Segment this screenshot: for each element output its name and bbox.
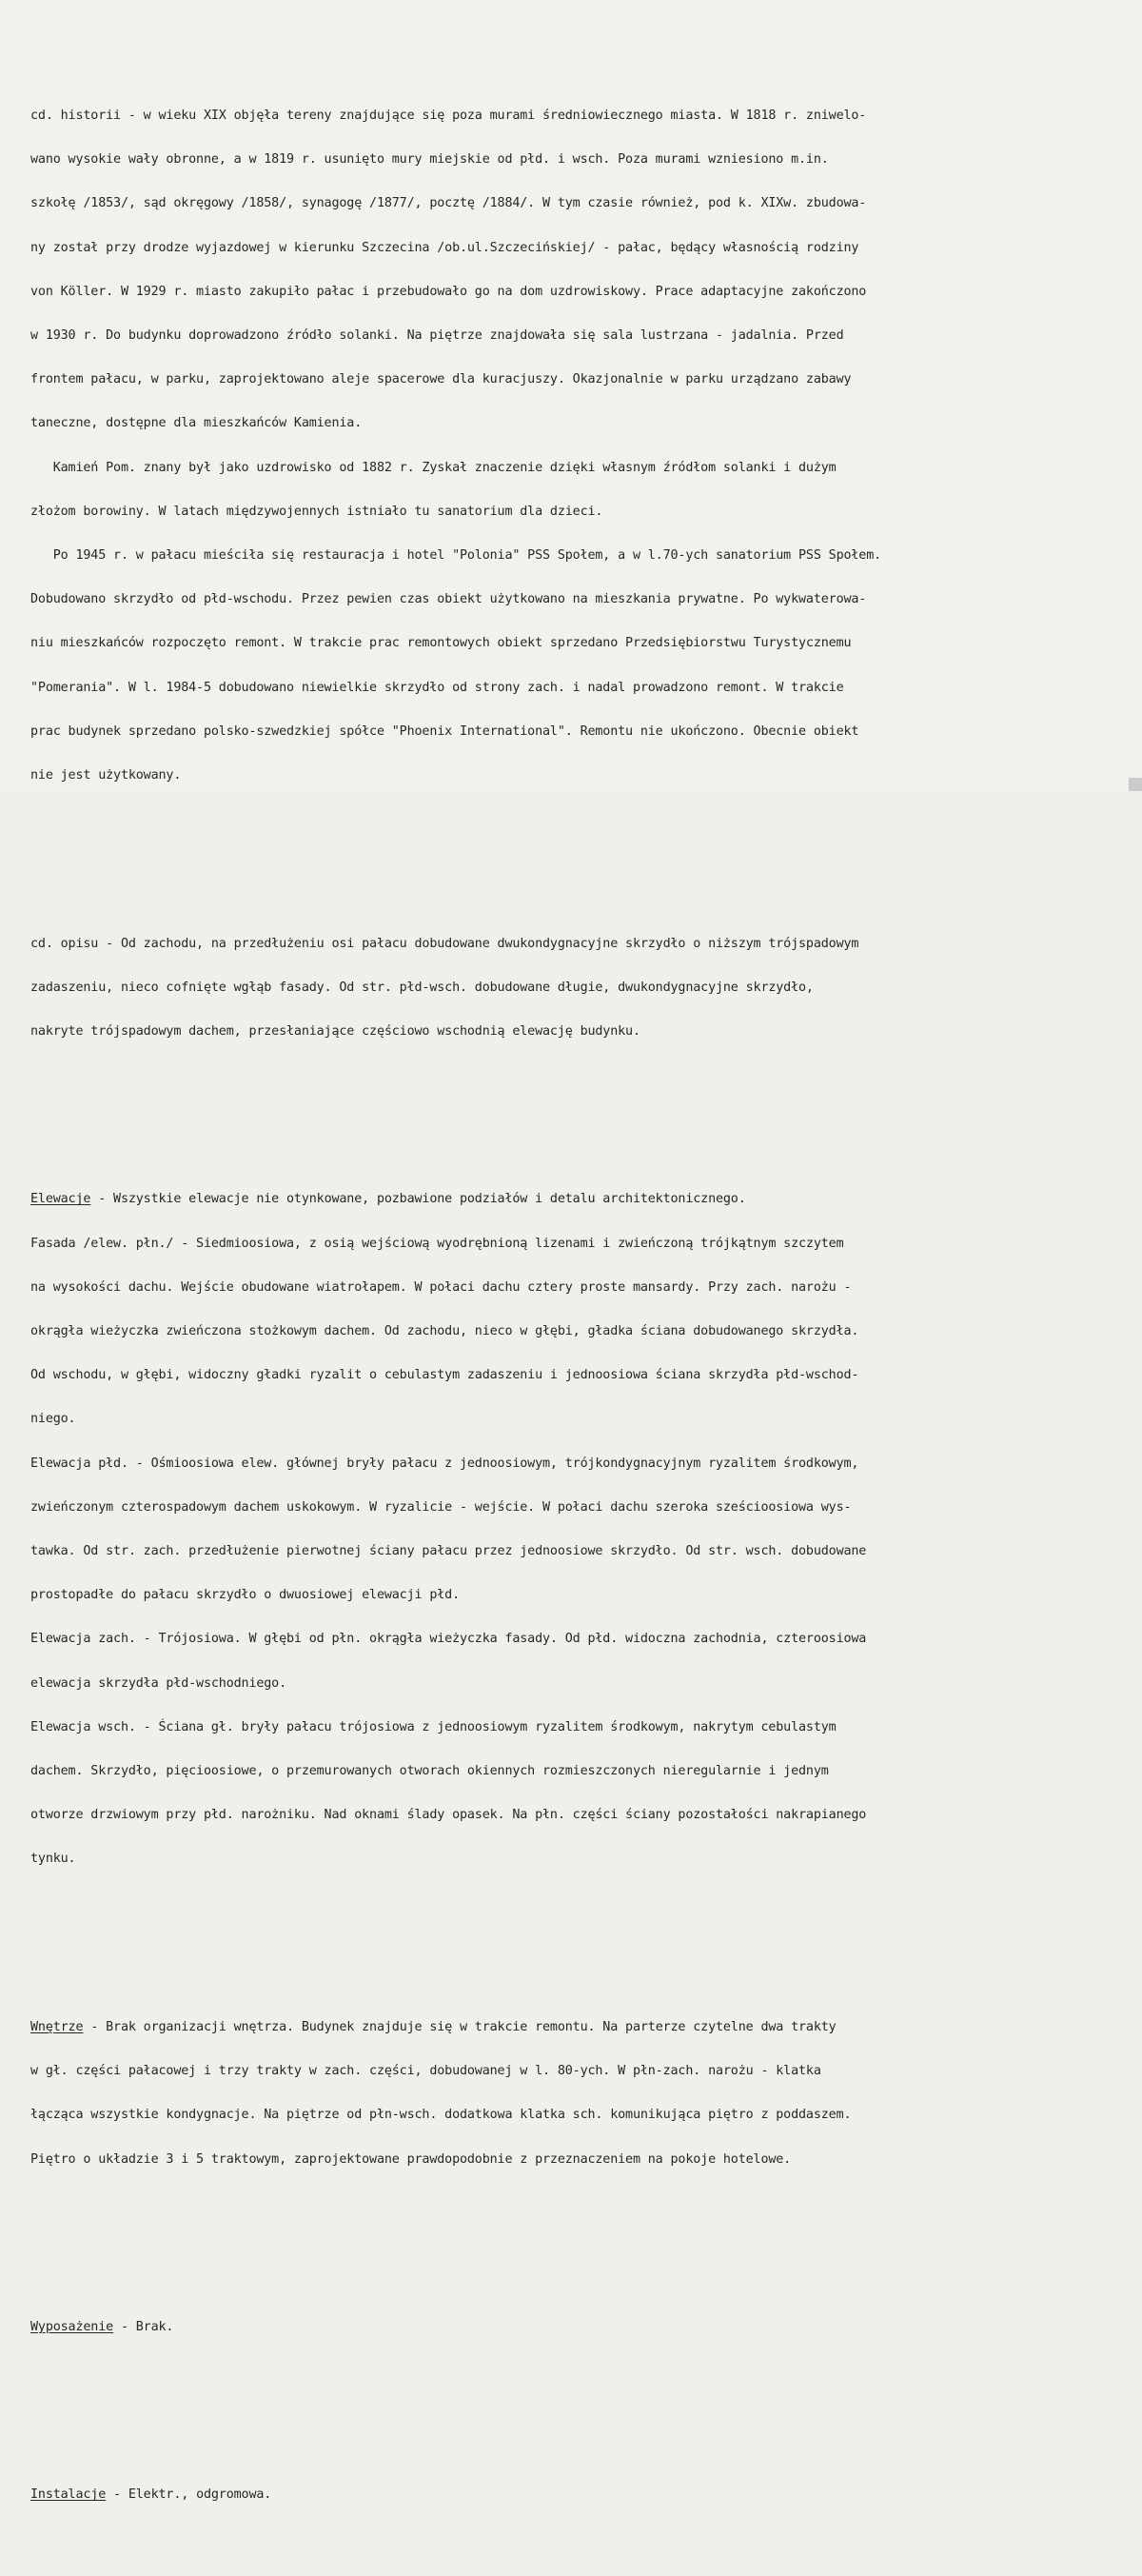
section-first-line bbox=[30, 2320, 1125, 2334]
text-line: niego. bbox=[30, 1412, 76, 1427]
equipment-section bbox=[30, 2290, 1125, 2364]
section-heading-elewacje: Elewacje bbox=[30, 1192, 91, 1207]
section-first-line bbox=[30, 2020, 1125, 2034]
text-line: niu mieszkańców rozpoczęto remont. W trakcie prac remontowych obiekt sprzedano Przedsiębiorstwu Turystycznemu bbox=[30, 636, 852, 651]
interior-section bbox=[30, 1991, 1125, 2196]
paragraph-gap bbox=[30, 2240, 1125, 2247]
history-paragraph bbox=[30, 79, 1125, 812]
section-heading-instalacje: Instalacje bbox=[30, 2487, 107, 2503]
text-line: Elewacja wsch. - Ściana gł. bryły pałacu trójosiowa z jednoosiowym ryzalitem środkowym, nakrytym cebulastym bbox=[30, 1719, 837, 1734]
text-line: Elewacja zach. - Trójosiowa. W głębi od płn. okrągła wieżyczka fasady. Od płd. widoczna zachodnia, czteroosiowa bbox=[30, 1632, 867, 1647]
section-heading-wyposazenie: Wyposażenie bbox=[30, 2319, 114, 2334]
text-line: Fasada /elew. płn./ - Siedmioosiowa, z osią wejściową wyodrębnioną lizenami i zwieńczoną trójkątnym szczytem bbox=[30, 1236, 844, 1251]
text-line: w gł. części pałacowej i trzy trakty w zach. części, dobudowanej w l. 80-ych. W płn-zach. narożu - klatka bbox=[30, 2064, 821, 2079]
text-line: tynku. bbox=[30, 1852, 76, 1867]
text-line: elewacja skrzydła płd-wschodniego. bbox=[30, 1675, 287, 1691]
text-line: "Pomerania". W l. 1984-5 dobudowano niewielkie skrzydło od strony zach. i nadal prowadzono remont. W trakcie bbox=[30, 680, 844, 695]
text-line: łącząca wszystkie kondygnacje. Na piętrze od płn-wsch. dodatkowa klatka sch. komunikująca piętro z poddaszem. bbox=[30, 2108, 852, 2123]
paragraph-gap bbox=[30, 2408, 1125, 2414]
text-line: prac budynek sprzedano polsko-szwedzkiej spółce "Phoenix International". Remontu nie ukończono. Obecnie obiekt bbox=[30, 723, 859, 739]
text-line: Po 1945 r. w pałacu mieściła się restauracja i hotel "Polonia" PSS Społem, a w l.70-ych sanatorium PSS Społem. bbox=[30, 548, 882, 564]
text-line: wano wysokie wały obronne, a w 1819 r. usunięto mury miejskie od płd. i wsch. Poza murami wzniesiono m.in. bbox=[30, 152, 829, 168]
section-first-line bbox=[30, 2487, 1125, 2502]
card-corner-mark bbox=[1129, 778, 1142, 791]
text-line: okrągła wieżyczka zwieńczona stożkowym dachem. Od zachodu, nieco w głębi, gładka ściana dobudowanego skrzydła. bbox=[30, 1324, 859, 1338]
text-line: von Köller. W 1929 r. miasto zakupiło pałac i przebudowało go na dom uzdrowiskowy. Prace adaptacyjne zakończono bbox=[30, 284, 867, 299]
text-line: prostopadłe do pałacu skrzydło o dwuosiowej elewacji płd. bbox=[30, 1588, 460, 1603]
text-line: cd. opisu - Od zachodu, na przedłużeniu osi pałacu dobudowane dwukondygnacyjne skrzydło o niższym trójspadowym bbox=[30, 936, 859, 951]
paragraph-gap bbox=[30, 857, 1125, 863]
section-text: - Elektr., odgromowa. bbox=[106, 2487, 272, 2503]
text-line: Elewacja płd. - Ośmioosiowa elew. głównej bryły pałacu z jednoosiowym, trójkondygnacyjnym ryzalitem środkowym, bbox=[30, 1456, 859, 1471]
text-line: tawka. Od str. zach. przedłużenie pierwotnej ściany pałacu przez jednoosiowe skrzydło. Od str. wsch. dobudowane bbox=[30, 1544, 867, 1559]
section-heading-wnetrze: Wnętrze bbox=[30, 2019, 84, 2034]
description-paragraph bbox=[30, 907, 1125, 1068]
text-line: na wysokości dachu. Wejście obudowane wiatrołapem. W połaci dachu cztery proste mansardy. Przy zach. narożu - bbox=[30, 1279, 852, 1295]
text-line: zadaszeniu, nieco cofnięte wgłąb fasady. Od str. płd-wsch. dobudowane długie, dwukondygnacyjne skrzydło, bbox=[30, 980, 814, 995]
text-line: nie jest użytkowany. bbox=[30, 768, 182, 783]
text-line: nakryte trójspadowym dachem, przesłaniające częściowo wschodnią elewację budynku. bbox=[30, 1023, 640, 1039]
text-line: otworze drzwiowym przy płd. narożniku. Nad oknami ślady opasek. Na płn. części ściany pozostałości nakrapianego bbox=[30, 1808, 867, 1823]
text-line: taneczne, dostępne dla mieszkańców Kamienia. bbox=[30, 416, 363, 431]
section-first-line bbox=[30, 1192, 1125, 1206]
text-line: Dobudowano skrzydło od płd-wschodu. Przez pewien czas obiekt użytkowano na mieszkania prywatne. Po wykwaterowa- bbox=[30, 592, 867, 607]
text-line: cd. historii - w wieku XIX objęła tereny znajdujące się poza murami średniowiecznego miasta. W 1818 r. zniwelo- bbox=[30, 109, 867, 124]
text-line: zwieńczonym czterospadowym dachem uskokowym. W ryzalicie - wejście. W połaci dachu szeroka sześcioosiowa wys- bbox=[30, 1499, 852, 1515]
text-line: frontem pałacu, w parku, zaprojektowano aleje spacerowe dla kuracjuszy. Okazjonalnie w parku urządzano zabawy bbox=[30, 372, 852, 387]
typewritten-text bbox=[30, 35, 1125, 2576]
text-line: Kamień Pom. znany był jako uzdrowisko od 1882 r. Zyskał znaczenie dzięki własnym źródłom solanki i dużym bbox=[30, 460, 837, 475]
text-line: dachem. Skrzydło, pięcioosiowe, o przemurowanych otworach okiennych rozmieszczonych nieregularnie i jednym bbox=[30, 1764, 829, 1779]
section-text: - Brak. bbox=[113, 2319, 174, 2334]
text-line: złożom borowiny. W latach międzywojennych istniało tu sanatorium dla dzieci. bbox=[30, 504, 603, 519]
text-line: w 1930 r. Do budynku doprowadzono źródło solanki. Na piętrze znajdowała się sala lustrzana - jadalnia. Przed bbox=[30, 328, 844, 344]
paragraph-gap bbox=[30, 1112, 1125, 1119]
text-line: ny został przy drodze wyjazdowej w kierunku Szczecina /ob.ul.Szczecińskiej/ - pałac, będący własnością rodziny bbox=[30, 240, 859, 255]
section-text: - Brak organizacji wnętrza. Budynek znajduje się w trakcie remontu. Na parterze czytelne dwa trakty bbox=[83, 2019, 837, 2034]
text-line: Od wschodu, w głębi, widoczny gładki ryzalit o cebulastym zadaszeniu i jednoosiowa ściana skrzydła płd-wschod- bbox=[30, 1368, 859, 1383]
text-line: Piętro o układzie 3 i 5 traktowym, zaprojektowane prawdopodobnie z przeznaczeniem na pokoje hotelowe. bbox=[30, 2151, 792, 2167]
elevations-section bbox=[30, 1163, 1125, 1896]
text-line: szkołę /1853/, sąd okręgowy /1858/, synagogę /1877/, pocztę /1884/. W tym czasie również, pod k. XIXw. zbudowa- bbox=[30, 196, 867, 211]
paragraph-gap bbox=[30, 1940, 1125, 1947]
installations-section bbox=[30, 2459, 1125, 2532]
section-text: - Wszystkie elewacje nie otynkowane, pozbawione podziałów i detalu architektonicznego. bbox=[90, 1192, 746, 1207]
